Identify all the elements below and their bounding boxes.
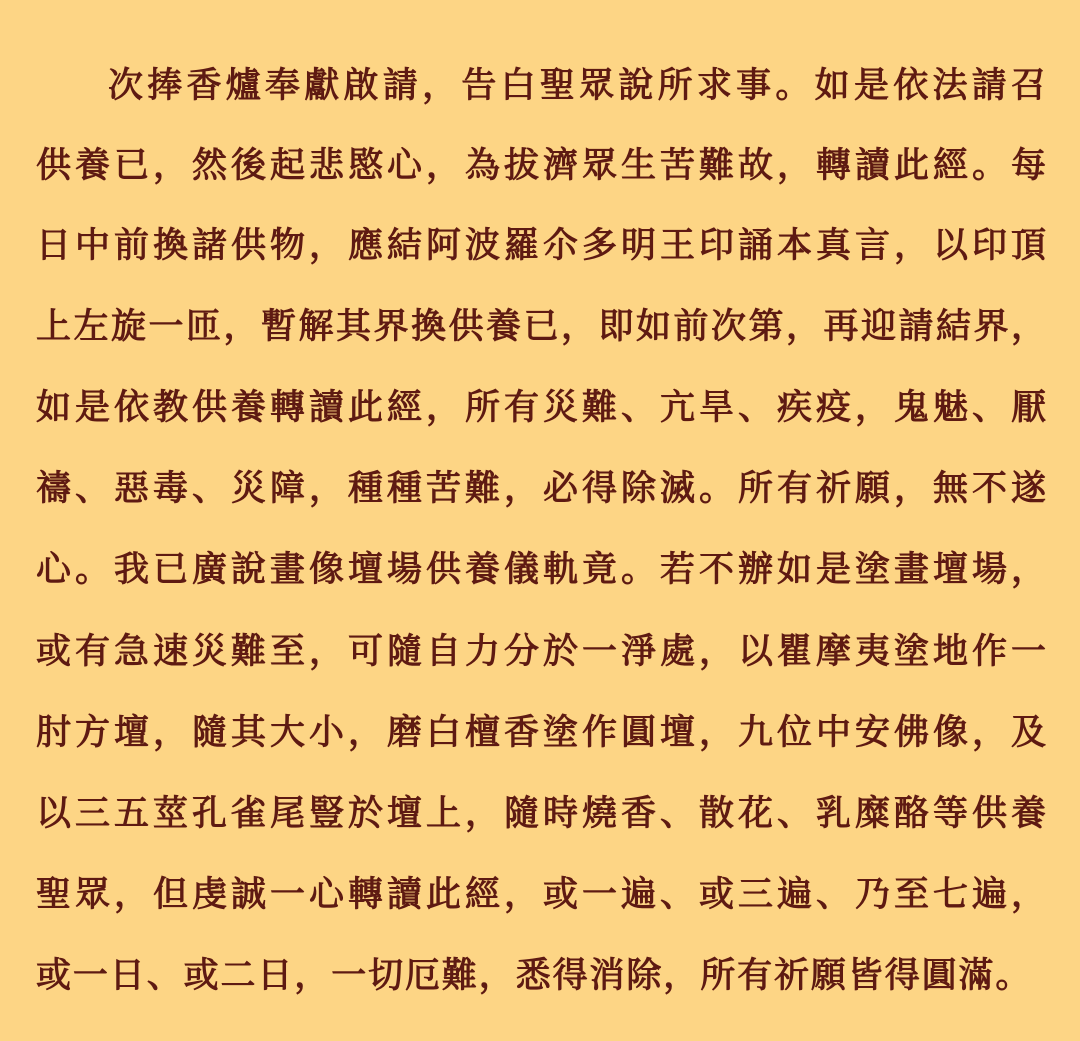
text-line-12: 或一日、或二日，一切厄難，悉得消除，所有祈願皆得圓滿。 [36,955,1033,996]
text-line-3: 日中前換諸供物，應結阿波羅尒多明王印誦本真言，以印頂 [36,225,1046,266]
text-line-1: 次捧香爐奉獻啟請，告白聖眾說所求事。如是依法請召 [108,65,1046,106]
text-line-5: 如是依教供養轉讀此經，所有災難、亢旱、疾疫，鬼魅、厭 [36,387,1046,428]
text-line-9: 肘方壇，隨其大小，磨白檀香塗作圓壇，九位中安佛像，及 [36,712,1046,753]
text-line-6: 禱、惡毒、災障，種種苦難，必得除滅。所有祈願，無不遂 [36,468,1046,509]
text-line-11: 聖眾，但虔誠一心轉讀此經，或一遍、或三遍、乃至七遍， [36,874,1046,915]
text-line-10: 以三五莖孔雀尾豎於壇上，隨時燒香、散花、乳糜酪等供養 [36,793,1046,834]
text-line-8: 或有急速災難至，可隨自力分於一淨處，以瞿摩夷塗地作一 [36,631,1046,672]
text-line-4: 上左旋一匝，暫解其界換供養已，即如前次第，再迎請結界， [36,306,1046,347]
text-line-7: 心。我已廣說畫像壇場供養儀軌竟。若不辦如是塗畫壇場， [36,549,1046,590]
text-line-2: 供養已，然後起悲愍心，為拔濟眾生苦難故，轉讀此經。每 [36,145,1046,186]
